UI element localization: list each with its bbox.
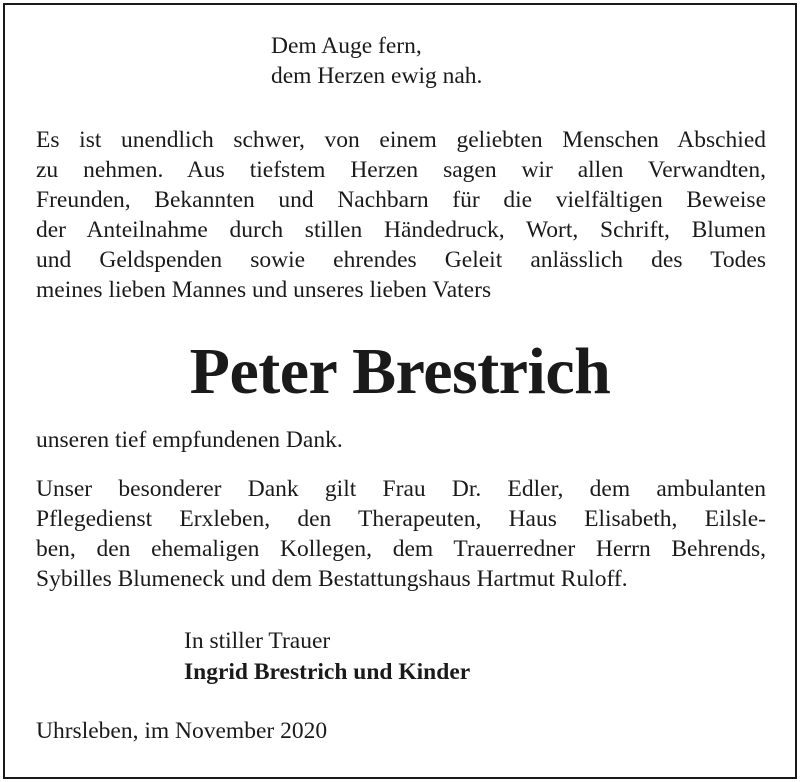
intro-line-2: zu nehmen. Aus tiefstem Herzen sagen wir allen Verwandten,	[36, 157, 766, 183]
place-date: Uhrsleben, im November 2020	[36, 718, 328, 744]
special-thanks-line-3: ben, den ehemaligen Kollegen, dem Trauerredner Herrn Behrends,	[36, 536, 766, 562]
mourning-label: In stiller Trauer	[184, 628, 331, 654]
motto-line-1: Dem Auge fern,	[271, 33, 422, 59]
deceased-name: Peter Brestrich	[189, 335, 611, 408]
intro-line-5: und Geldspenden sowie ehrendes Geleit anlässlich des Todes	[36, 247, 766, 273]
intro-line-4: der Anteilnahme durch stillen Händedruck, Wort, Schrift, Blumen	[36, 217, 766, 243]
special-thanks-line-1: Unser besonderer Dank gilt Frau Dr. Edler, dem ambulanten	[36, 476, 766, 502]
thanks-line: unseren tief empfundenen Dank.	[36, 427, 343, 453]
intro-line-1: Es ist unendlich schwer, von einem geliebten Menschen Abschied	[36, 127, 766, 153]
mourners: Ingrid Brestrich und Kinder	[184, 659, 471, 685]
special-thanks-line-2: Pflegedienst Erxleben, den Therapeuten, Haus Elisabeth, Eilsle-	[36, 506, 766, 532]
motto-line-2: dem Herzen ewig nah.	[271, 63, 483, 89]
intro-line-3: Freunden, Bekannten und Nachbarn für die vielfältigen Beweise	[36, 187, 766, 213]
intro-line-6: meines lieben Mannes und unseres lieben Vaters	[36, 277, 492, 303]
special-thanks-line-4: Sybilles Blumeneck und dem Bestattungshaus Hartmut Ruloff.	[36, 566, 628, 592]
